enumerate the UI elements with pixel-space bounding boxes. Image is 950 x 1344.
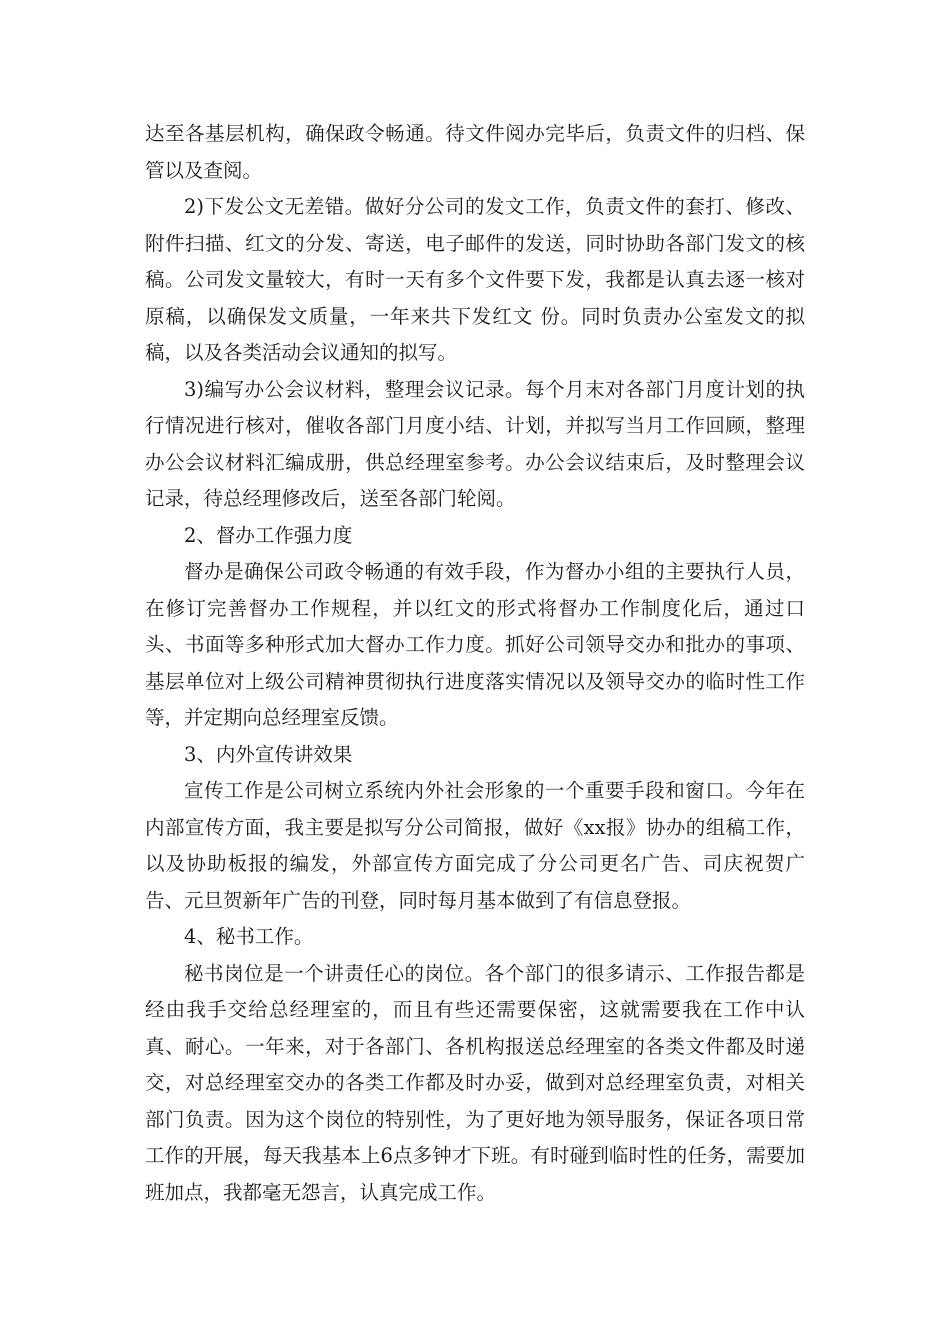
paragraph-publicity: 宣传工作是公司树立系统内外社会形象的一个重要手段和窗口。今年在内部宣传方面，我主要是拟写分公司简报，做好《xx报》协办的组稿工作，以及协助板报的编发，外部宣传方面完成了分公司更名广告、司庆祝贺广告、元旦贺新年广告的刊登，同时每月基本做到了有信息登报。 xyxy=(145,779,805,912)
paragraph-item-2-dispatch: 2)下发公文无差错。做好分公司的发文工作，负责文件的套打、修改、附件扫描、红文的分发、寄送，电子邮件的发送，同时协助各部门发文的核稿。公司发文量较大，有时一天有多个文件要下发，我都是认真去逐一核对原稿，以确保发文质量，一年来共下发红文 份。同时负责办公室发文的拟稿，以及各类活动会议通知的拟写。 xyxy=(145,195,805,364)
paragraph-continuation: 达至各基层机构，确保政令畅通。待文件阅办完毕后，负责文件的归档、保管以及查阅。 xyxy=(145,122,805,182)
document-body xyxy=(145,116,805,1211)
section-heading-publicity: 3、内外宣传讲效果 xyxy=(184,742,353,766)
section-heading-secretary: 4、秘书工作。 xyxy=(184,925,314,948)
section-heading-supervision: 2、督办工作强力度 xyxy=(184,523,353,547)
paragraph-item-3-meeting: 3)编写办公会议材料，整理会议记录。每个月末对各部门月度计划的执行情况进行核对，催收各部门月度小结、计划，并拟写当月工作回顾，整理办公会议材料汇编成册，供总经理室参考。办公会议结束后，及时整理会议记录，待总经理修改后，送至各部门轮阅。 xyxy=(145,377,805,510)
paragraph-supervision: 督办是确保公司政令畅通的有效手段，作为督办小组的主要执行人员，在修订完善督办工作规程，并以红文的形式将督办工作制度化后，通过口头、书面等多种形式加大督办工作力度。抓好公司领导交办和批办的事项、基层单位对上级公司精神贯彻执行进度落实情况以及领导交办的临时性工作等，并定期向总经理室反馈。 xyxy=(145,560,805,729)
paragraph-secretary: 秘书岗位是一个讲责任心的岗位。各个部门的很多请示、工作报告都是经由我手交给总经理室的，而且有些还需要保密，这就需要我在工作中认真、耐心。一年来，对于各部门、各机构报送总经理室的各类文件都及时递交，对总经理室交办的各类工作都及时办妥，做到对总经理室负责，对相关部门负责。因为这个岗位的特别性，为了更好地为领导服务，保证各项日常工作的开展，每天我基本上6点多钟才下班。有时碰到临时性的任务，需要加班加点，我都毫无怨言，认真完成工作。 xyxy=(145,961,805,1204)
